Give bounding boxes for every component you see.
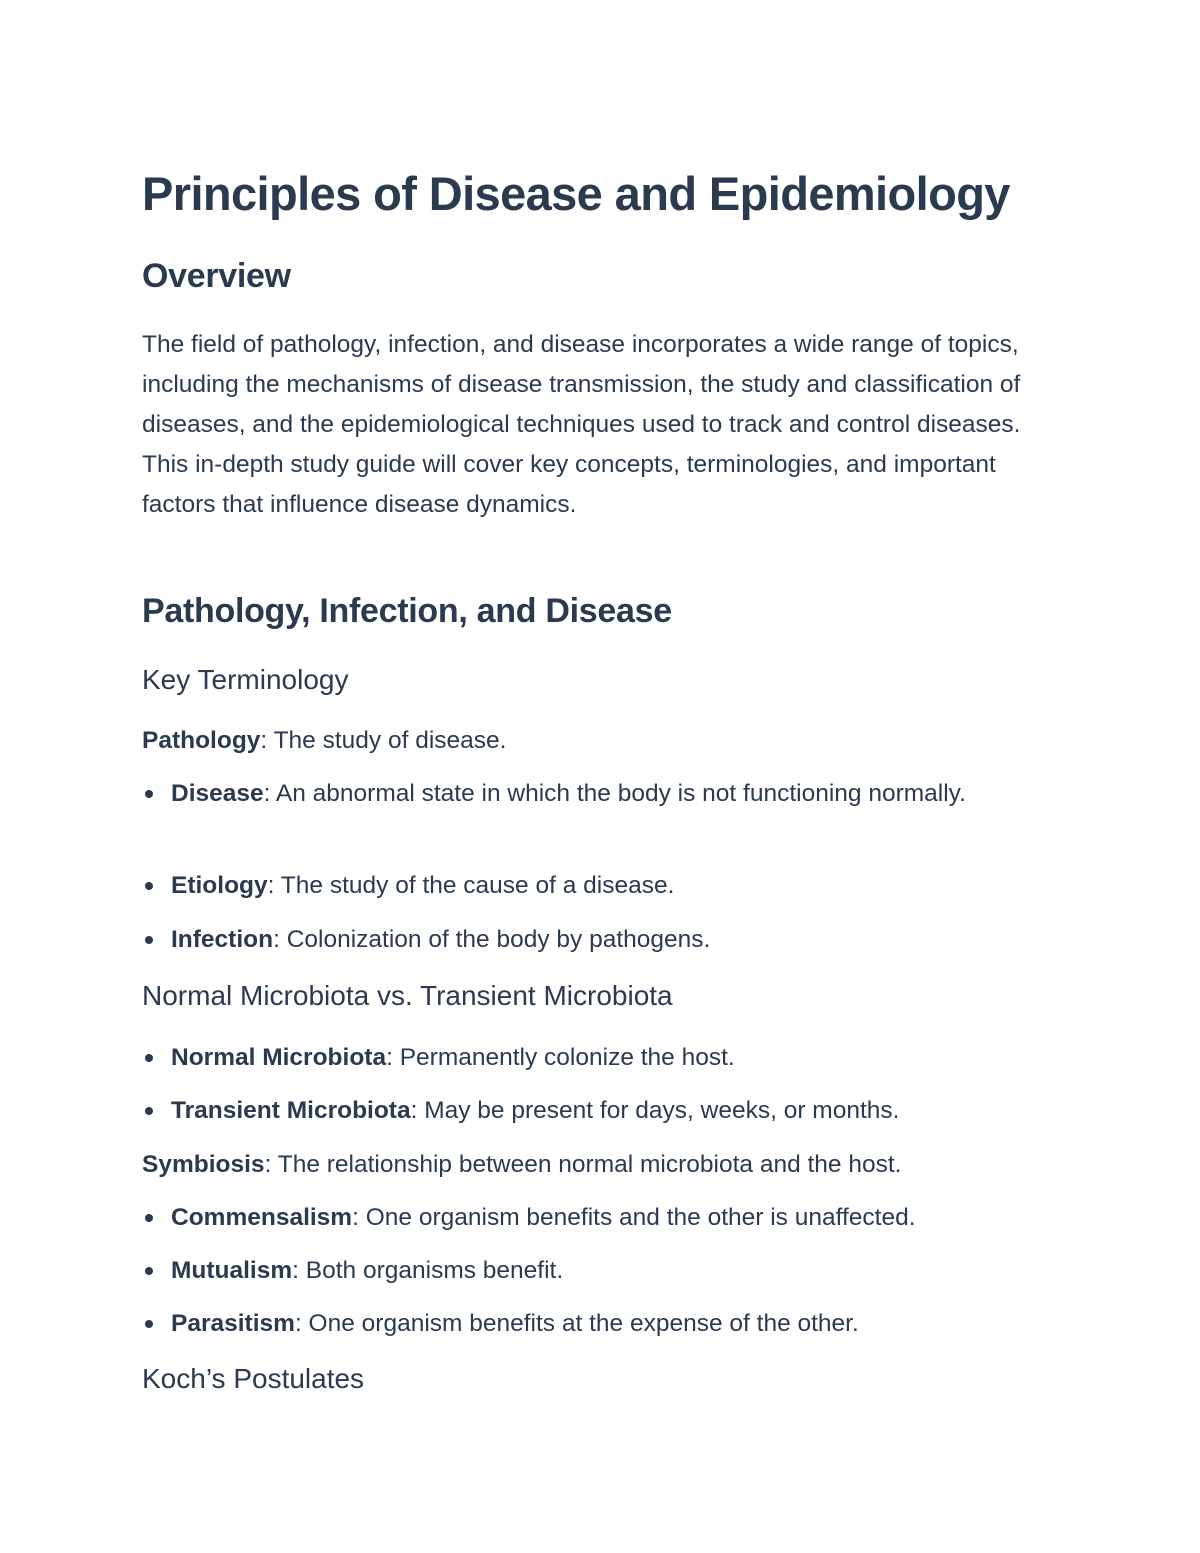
symbiosis-term: Symbiosis: [142, 1151, 265, 1178]
section-heading: Pathology, Infection, and Disease: [142, 592, 672, 630]
microbiota-heading: Normal Microbiota vs. Transient Microbiota: [142, 980, 673, 1011]
list-item: [171, 1305, 1021, 1343]
symbiosis-def: : The relationship between normal microbiota and the host.: [264, 1151, 902, 1178]
bullet-icon: [145, 1107, 153, 1115]
list-item: [171, 775, 1021, 813]
normal-microbiota-def: : Permanently colonize the host.: [386, 1044, 735, 1071]
page-title: Principles of Disease and Epidemiology: [142, 167, 1010, 220]
list-item: [171, 1092, 1021, 1130]
etiology-def: : The study of the cause of a disease.: [267, 872, 675, 899]
overview-paragraph: The field of pathology, infection, and disease incorporates a wide range of topics, including the mechanisms of disease transmission, the study and classification of diseases, and the epidemiological techniques used to track and control diseases. This in-depth study guide will cover key concepts, terminologies, and important factors that influence disease dynamics.: [142, 331, 1021, 518]
bullet-icon: [145, 882, 153, 890]
infection-def: : Colonization of the body by pathogens.: [273, 926, 711, 953]
list-item: [171, 1039, 1021, 1077]
list-item: [171, 867, 1021, 905]
symbiosis-definition: [142, 1147, 901, 1183]
mutualism-def: : Both organisms benefit.: [292, 1257, 564, 1284]
commensalism-def: : One organism benefits and the other is unaffected.: [352, 1204, 916, 1231]
pathology-definition: [142, 723, 506, 759]
pathology-term: Pathology: [142, 727, 261, 754]
mutualism-term: Mutualism: [171, 1257, 293, 1284]
kochs-postulates-heading: Koch’s Postulates: [142, 1363, 365, 1394]
disease-term: Disease: [171, 780, 264, 807]
commensalism-term: Commensalism: [171, 1204, 353, 1231]
parasitism-term: Parasitism: [171, 1310, 295, 1337]
bullet-icon: [145, 790, 153, 798]
bullet-icon: [145, 1214, 153, 1222]
etiology-term: Etiology: [171, 872, 268, 899]
key-terminology-heading: Key Terminology: [142, 664, 349, 695]
bullet-icon: [145, 1054, 153, 1062]
parasitism-def: : One organism benefits at the expense of the other.: [294, 1310, 859, 1337]
overview-heading: Overview: [142, 257, 291, 295]
disease-def: : An abnormal state in which the body is not functioning normally.: [263, 780, 966, 807]
pathology-def: : The study of disease.: [260, 727, 507, 754]
transient-microbiota-term: Transient Microbiota: [171, 1097, 411, 1124]
list-item: [171, 1199, 1021, 1237]
normal-microbiota-term: Normal Microbiota: [171, 1044, 387, 1071]
transient-microbiota-def: : May be present for days, weeks, or months.: [410, 1097, 900, 1124]
bullet-icon: [145, 1320, 153, 1328]
bullet-icon: [145, 936, 153, 944]
bullet-icon: [145, 1267, 153, 1275]
list-item: [171, 921, 1021, 959]
list-item: [171, 1252, 1021, 1290]
infection-term: Infection: [171, 926, 274, 953]
